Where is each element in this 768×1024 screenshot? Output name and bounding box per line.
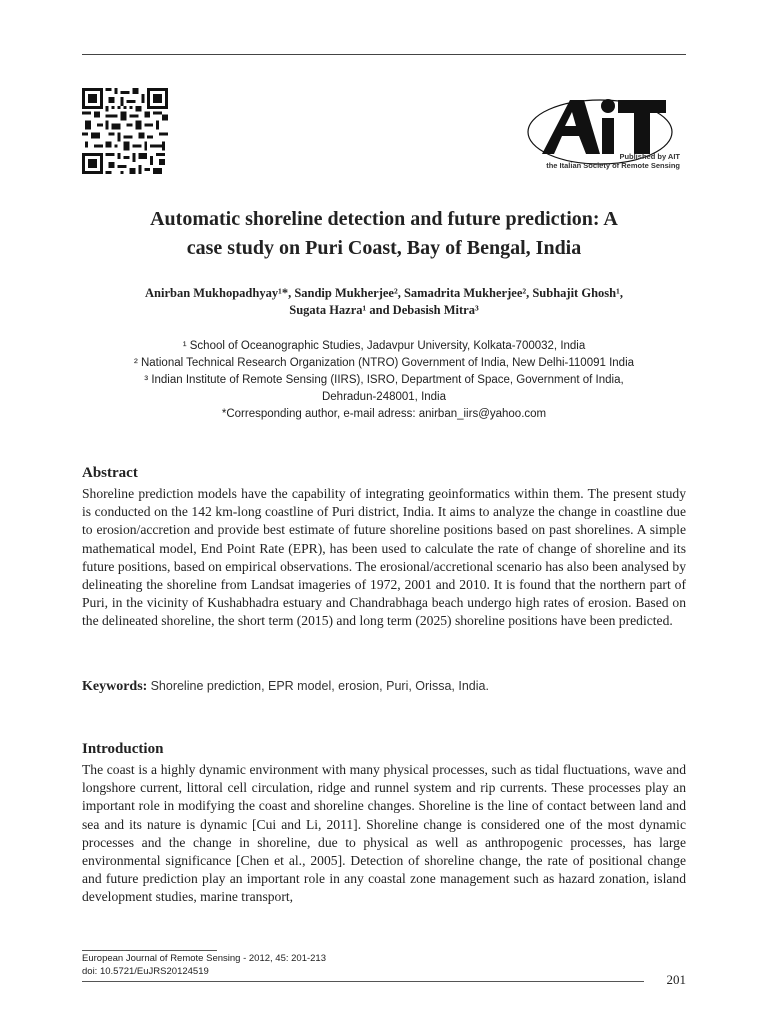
corresponding-author: *Corresponding author, e-mail adress: anirban_iirs@yahoo.com <box>221 408 547 420</box>
affiliations <box>82 338 686 423</box>
authors-line: Anirban Mukhopadhyay¹*, Sandip Mukherjee², Samadrita Mukherjee², Subhajit Ghosh¹, <box>145 286 623 300</box>
page-number: 201 <box>666 972 686 987</box>
journal-citation: European Journal of Remote Sensing - 2012, 45: 201-213 <box>82 953 326 964</box>
keywords-text: Shoreline prediction, EPR model, erosion, Puri, Orissa, India. <box>150 679 489 693</box>
affiliation-line: ¹ School of Oceanographic Studies, Jadavpur University, Kolkata-700032, India <box>182 340 586 352</box>
affiliation-line: ² National Technical Research Organization (NTRO) Government of India, New Delhi-110091 India <box>133 357 635 369</box>
keywords-label: Keywords: <box>82 679 148 694</box>
introduction-heading: Introduction <box>82 741 164 757</box>
abstract-heading: Abstract <box>82 465 138 481</box>
published-by: Published by AIT <box>619 152 680 161</box>
publisher-note <box>524 152 686 170</box>
doi: doi: 10.5721/EuJRS20124519 <box>82 966 209 977</box>
paper-title <box>82 205 686 263</box>
bottom-rule <box>82 981 644 982</box>
author-list <box>82 285 686 319</box>
journal-footer <box>82 952 326 978</box>
authors-line: Sugata Hazra¹ and Debasish Mitra³ <box>289 303 479 317</box>
title-line: case study on Puri Coast, Bay of Bengal, India <box>186 237 582 259</box>
society-name: the Italian Society of Remote Sensing <box>546 161 680 170</box>
affiliation-line: ³ Indian Institute of Remote Sensing (IIRS), ISRO, Department of Space, Government of India, <box>144 374 624 386</box>
abstract-body: Shoreline prediction models have the capability of integrating geoinformatics within them. The present study is conducted on the 142 km-long coastline of Puri district, India. It aims to analyze the change in coastline due to erosion/accretion and provide best estimate of future shoreline positions based on past shorelines. A simple mathematical model, End Point Rate (EPR), has been used to calculate the rate of change of shoreline and its future positions, based on empirical observations. The erosional/accretional scenario has also been analysed by delineating the shoreline from Landsat imageries of 1972, 2001 and 2010. It is found that the northern part of Puri, in the vicinity of Kushabhadra estuary and Chandrabhaga beach undergo high rates of erosion. Based on the delineated shoreline, the short term (2015) and long term (2025) shoreline positions have been predicted. <box>82 486 686 629</box>
qr-code-icon <box>82 88 168 174</box>
introduction-body: The coast is a highly dynamic environment with many physical processes, such as tidal fluctuations, wave and longshore current, littoral cell circulation, ridge and runnel system and rip currents. These processes play an important role in modifying the coast and shoreline changes. Shoreline is the line of contact between land and sea and its nature is dynamic [Cui and Li, 2011]. Shoreline change is considered one of the most dynamic processes and the change in shoreline, due to physical as well as anthropogenic processes, has large environmental significance [Chen et al., 2005]. Detection of shoreline change, the rate of positional change and future prediction play an important role in any coastal zone management such as hazard zonation, island development studies, marine transport, <box>82 762 686 905</box>
title-line: Automatic shoreline detection and future prediction: A <box>150 208 618 230</box>
keywords <box>82 678 686 695</box>
affiliation-line: Dehradun-248001, India <box>321 391 447 403</box>
footnote-rule <box>82 950 217 951</box>
top-rule <box>82 54 686 55</box>
